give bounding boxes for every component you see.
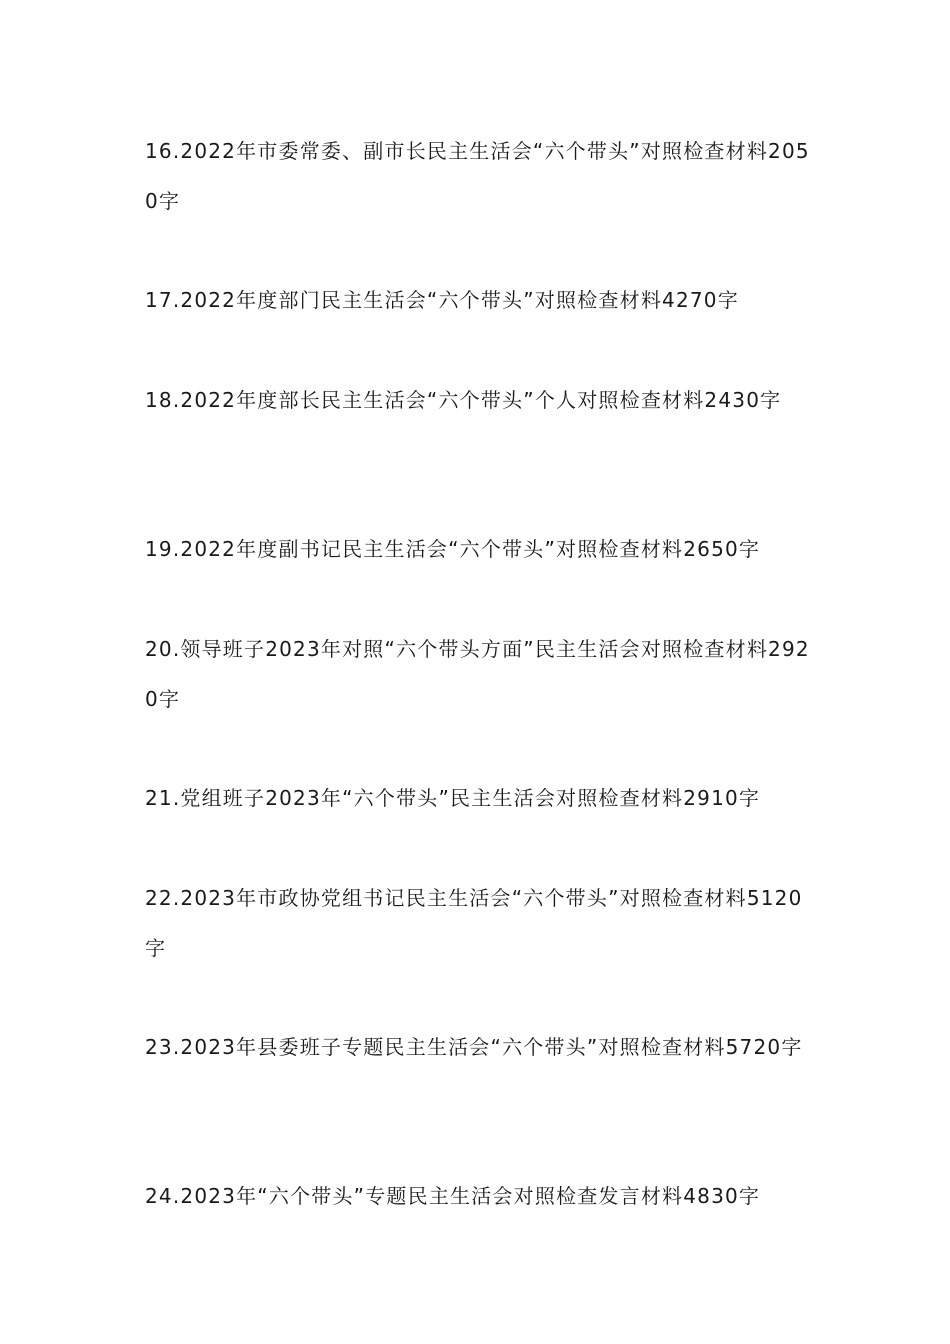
list-item: 23.2023年县委班子专题民主生活会“六个带头”对照检查材料5720字 bbox=[145, 1035, 803, 1059]
list-item: 22.2023年市政协党组书记民主生活会“六个带头”对照检查材料5120字 bbox=[145, 886, 803, 960]
list-item: 17.2022年度部门民主生活会“六个带头”对照检查材料4270字 bbox=[145, 288, 739, 312]
list-item: 20.领导班子2023年对照“六个带头方面”民主生活会对照检查材料2920字 bbox=[145, 637, 810, 711]
list-item: 18.2022年度部长民主生活会“六个带头”个人对照检查材料2430字 bbox=[145, 388, 782, 412]
list-item: 19.2022年度副书记民主生活会“六个带头”对照检查材料2650字 bbox=[145, 537, 761, 561]
list-item: 21.党组班子2023年“六个带头”民主生活会对照检查材料2910字 bbox=[145, 786, 761, 810]
list-item: 16.2022年市委常委、副市长民主生活会“六个带头”对照检查材料2050字 bbox=[145, 139, 810, 213]
list-item: 24.2023年“六个带头”专题民主生活会对照检查发言材料4830字 bbox=[145, 1184, 761, 1208]
